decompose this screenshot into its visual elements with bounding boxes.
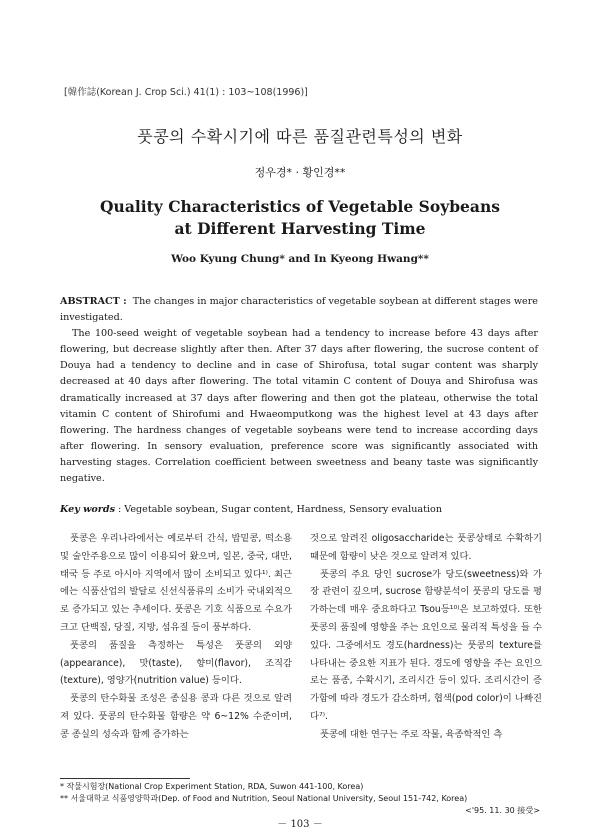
footnote-affiliation-1: * 작물시험장(National Crop Experiment Station, RDA, Suwon 441-100, Korea) — [60, 782, 364, 791]
body-paragraph: 풋콩의 품질을 측정하는 특성은 풋콩의 외양(appearance), 맛(taste), 향미(flavor), 조직감(texture), 영양가(nutrition value) 등이다. — [60, 639, 292, 687]
keywords-label: Key words — [60, 504, 115, 515]
body-paragraph: 풋콩의 주요 당인 sucrose가 당도(sweetness)와 가장 관련이 깊으며, sucrose 함량분석이 풋콩의 당도를 평가하는데 매우 중요하다고 Tsou등¹⁰⁾은 보고하였다. 또한 풋콩의 품질에 영향을 주는 요인으로 물리적 특성을 들 수 있다. 그중에서도 경도(hardness)는 풋콩의 texture를 나타내는 중요한 지표가 된다. 경도에 영향을 주는 요인으로는 품종, 수확시기, 조리시간 등이 있다. 조리시간이 증가함에 따라 경도가 감소하며, 협색(pod color)이 나빠진다⁷⁾. — [310, 568, 542, 722]
page-number: － 103 － — [277, 819, 323, 830]
title-english-line-2: at Different Harvesting Time — [174, 219, 426, 238]
keywords-text: : Vegetable soybean, Sugar content, Hardness, Sensory evaluation — [114, 504, 442, 515]
abstract — [60, 294, 538, 487]
received-date: <'95. 11. 30 接受> — [465, 806, 540, 815]
title-english — [0, 196, 600, 240]
footnote-affiliation-2: ** 서울대학교 식품영양학과(Dep. of Food and Nutrition, Seoul National University, Seoul 151-742, Korea) — [60, 794, 468, 803]
body-column-right — [310, 530, 542, 744]
abstract-label: ABSTRACT : — [60, 296, 127, 307]
body-columns — [60, 530, 542, 770]
title-korean: 풋콩의 수확시기에 따른 품질관련특성의 변화 — [137, 127, 463, 146]
body-paragraph: 풋콩에 대한 연구는 주로 작물, 육종학적인 측 — [320, 728, 503, 740]
body-column-left — [60, 530, 292, 744]
title-english-line-1: Quality Characteristics of Vegetable Soybeans — [100, 197, 500, 216]
body-paragraph: 풋콩의 탄수화물 조성은 종실용 콩과 다른 것으로 알려져 있다. 풋콩의 탄수화물 함량은 약 6~12% 수준이며, 콩 종실의 성숙과 함께 증가하는 — [60, 693, 292, 740]
footnotes — [60, 781, 540, 817]
body-paragraph: 것으로 알려진 oligosaccharide는 풋콩상태로 수확하기 때문에 함량이 낮은 것으로 알려져 있다. — [310, 533, 542, 562]
abstract-paragraph-1 — [60, 294, 538, 326]
authors-english: Woo Kyung Chung* and In Kyeong Hwang** — [171, 253, 429, 265]
abstract-intro-text: The changes in major characteristics of vegetable soybean at different stages were investigated. — [60, 296, 538, 324]
abstract-paragraph-2: The 100-seed weight of vegetable soybean had a tendency to increase before 43 days after flowering, but decrease slightly after then. After 37 days after flowering, the sucrose content of Douya had a tendency to decline and in case of Shirofusa, total sugar content was sharply decreased at 40 days after flowering. The total vitamin C content of Douya and Shirofusa was dramatically increased at 37 days after flowering and then got the plateau, otherwise the total vitamin C content of Shirofumi and Hwaeomputkong was the highest level at 43 days after flowering. The hardness changes of vegetable soybeans were tend to increase according days after flowering. In sensory evaluation, preference score was significantly associated with harvesting stages. Correlation coefficient between sweetness and beany taste was significantly negative. — [60, 328, 538, 485]
body-paragraph: 풋콩은 우리나라에서는 예로부터 간식, 밥밑콩, 떡소용 및 술안주용으로 많이 이용되어 왔으며, 일본, 중국, 대만, 태국 등 주로 아시아 지역에서 많이 소비되고 있다¹⁾. 최근에는 식품산업의 발달로 신선식품류의 소비가 국내외적으로 증가되고 있는 추세이다. 풋콩은 기호 식품으로 수요가 크고 단백질, 당질, 지방, 섬유질 등이 풍부하다. — [60, 533, 292, 633]
journal-reference: [韓作誌(Korean J. Crop Sci.) 41(1) : 103~108(1996)] — [64, 87, 308, 98]
footnote-divider — [60, 778, 190, 779]
authors-korean: 정우경* · 황인경** — [254, 166, 346, 179]
keywords — [60, 504, 538, 515]
